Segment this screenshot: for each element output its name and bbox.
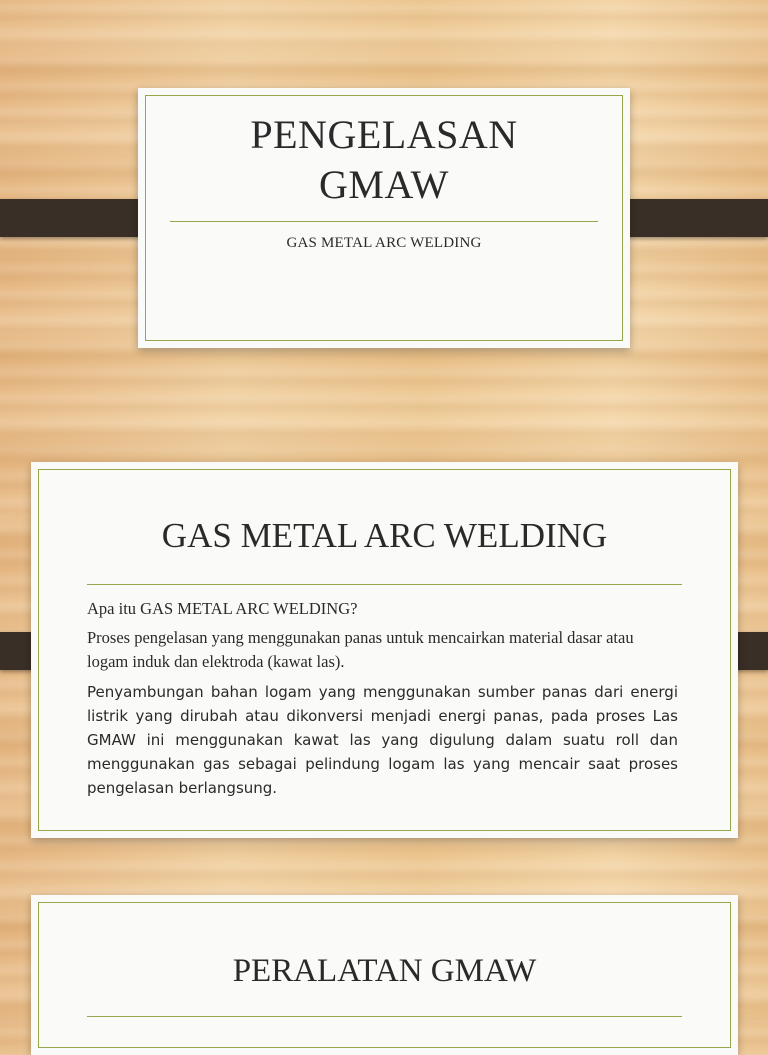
heading-divider bbox=[87, 584, 682, 585]
definition-paragraph-1: Proses pengelasan yang menggunakan panas untuk mencairkan material dasar atau logam induk dan elektroda (kawat las). bbox=[87, 628, 634, 671]
definition-paragraph-2: Penyambungan bahan logam yang menggunakan sumber panas dari energi listrik yang dirubah atau dikonversi menjadi energi panas, pada proses Las GMAW ini menggunakan kawat las yang digulung dalam suatu roll dan menggunakan gas sebagai pelindung logam las yang mencair saat proses pengelasan berlangsung. bbox=[87, 683, 678, 797]
slide-equipment bbox=[31, 895, 738, 1055]
title-line-2: GMAW bbox=[319, 162, 449, 207]
slide-heading: PERALATAN GMAW bbox=[232, 953, 537, 989]
decorative-band-left-1 bbox=[0, 199, 156, 237]
slide-body bbox=[87, 598, 678, 800]
slide-title bbox=[138, 88, 630, 348]
title-divider bbox=[170, 221, 598, 222]
title-line-1: PENGELASAN bbox=[250, 112, 518, 157]
slide-title-heading bbox=[138, 110, 630, 210]
question-text: Apa itu GAS METAL ARC WELDING? bbox=[87, 599, 358, 618]
heading-divider bbox=[87, 1016, 682, 1017]
decorative-band-right-1 bbox=[612, 199, 768, 237]
slide-definition bbox=[31, 462, 738, 838]
slide-heading: GAS METAL ARC WELDING bbox=[161, 516, 608, 555]
slide-subtitle: GAS METAL ARC WELDING bbox=[286, 235, 482, 251]
